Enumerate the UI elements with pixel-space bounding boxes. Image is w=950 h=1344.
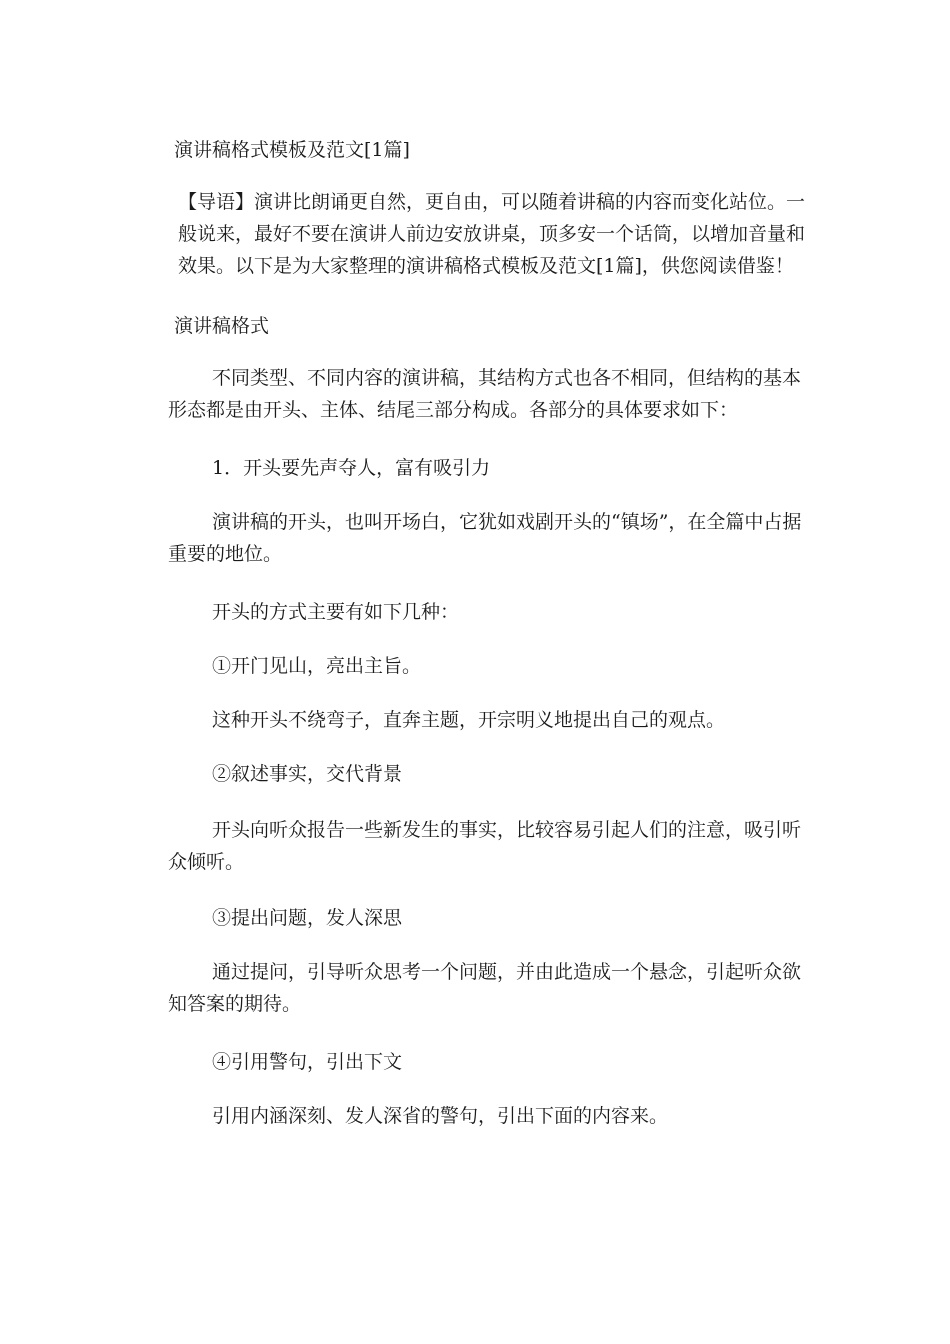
method-desc-3: 通过提问，引导听众思考一个问题，并由此造成一个悬念，引起听众欲知答案的期待。 bbox=[168, 961, 802, 1015]
body-paragraph-3: 开头的方式主要有如下几种： bbox=[212, 601, 460, 623]
intro-paragraph: 【导语】演讲比朗诵更自然，更自由，可以随着讲稿的内容而变化站位。一般说来，最好不要在演讲人前边安放讲桌，顶多安一个话筒，以增加音量和效果。以下是为大家整理的演讲稿格式模板及范文[1篇]，供您阅读借鉴！ bbox=[178, 191, 806, 277]
method-heading-2: ②叙述事实，交代背景 bbox=[212, 763, 403, 785]
method-heading-3: ③提出问题，发人深思 bbox=[212, 907, 403, 929]
method-heading-1: ①开门见山，亮出主旨。 bbox=[212, 655, 422, 677]
body-paragraph-2: 演讲稿的开头，也叫开场白，它犹如戏剧开头的“镇场”，在全篇中占据重要的地位。 bbox=[168, 511, 802, 565]
method-desc-2: 开头向听众报告一些新发生的事实，比较容易引起人们的注意，吸引听众倾听。 bbox=[168, 819, 802, 873]
section-heading: 演讲稿格式 bbox=[174, 315, 270, 337]
list-heading-1: 1．开头要先声夺人，富有吸引力 bbox=[212, 457, 491, 479]
method-desc-1: 这种开头不绕弯子，直奔主题，开宗明义地提出自己的观点。 bbox=[212, 709, 726, 731]
method-heading-4: ④引用警句，引出下文 bbox=[212, 1051, 403, 1073]
body-paragraph-1: 不同类型、不同内容的演讲稿，其结构方式也各不相同，但结构的基本形态都是由开头、主体、结尾三部分构成。各部分的具体要求如下： bbox=[168, 367, 802, 421]
document-title: 演讲稿格式模板及范文[1篇] bbox=[174, 139, 410, 161]
method-desc-4: 引用内涵深刻、发人深省的警句，引出下面的内容来。 bbox=[212, 1105, 669, 1127]
